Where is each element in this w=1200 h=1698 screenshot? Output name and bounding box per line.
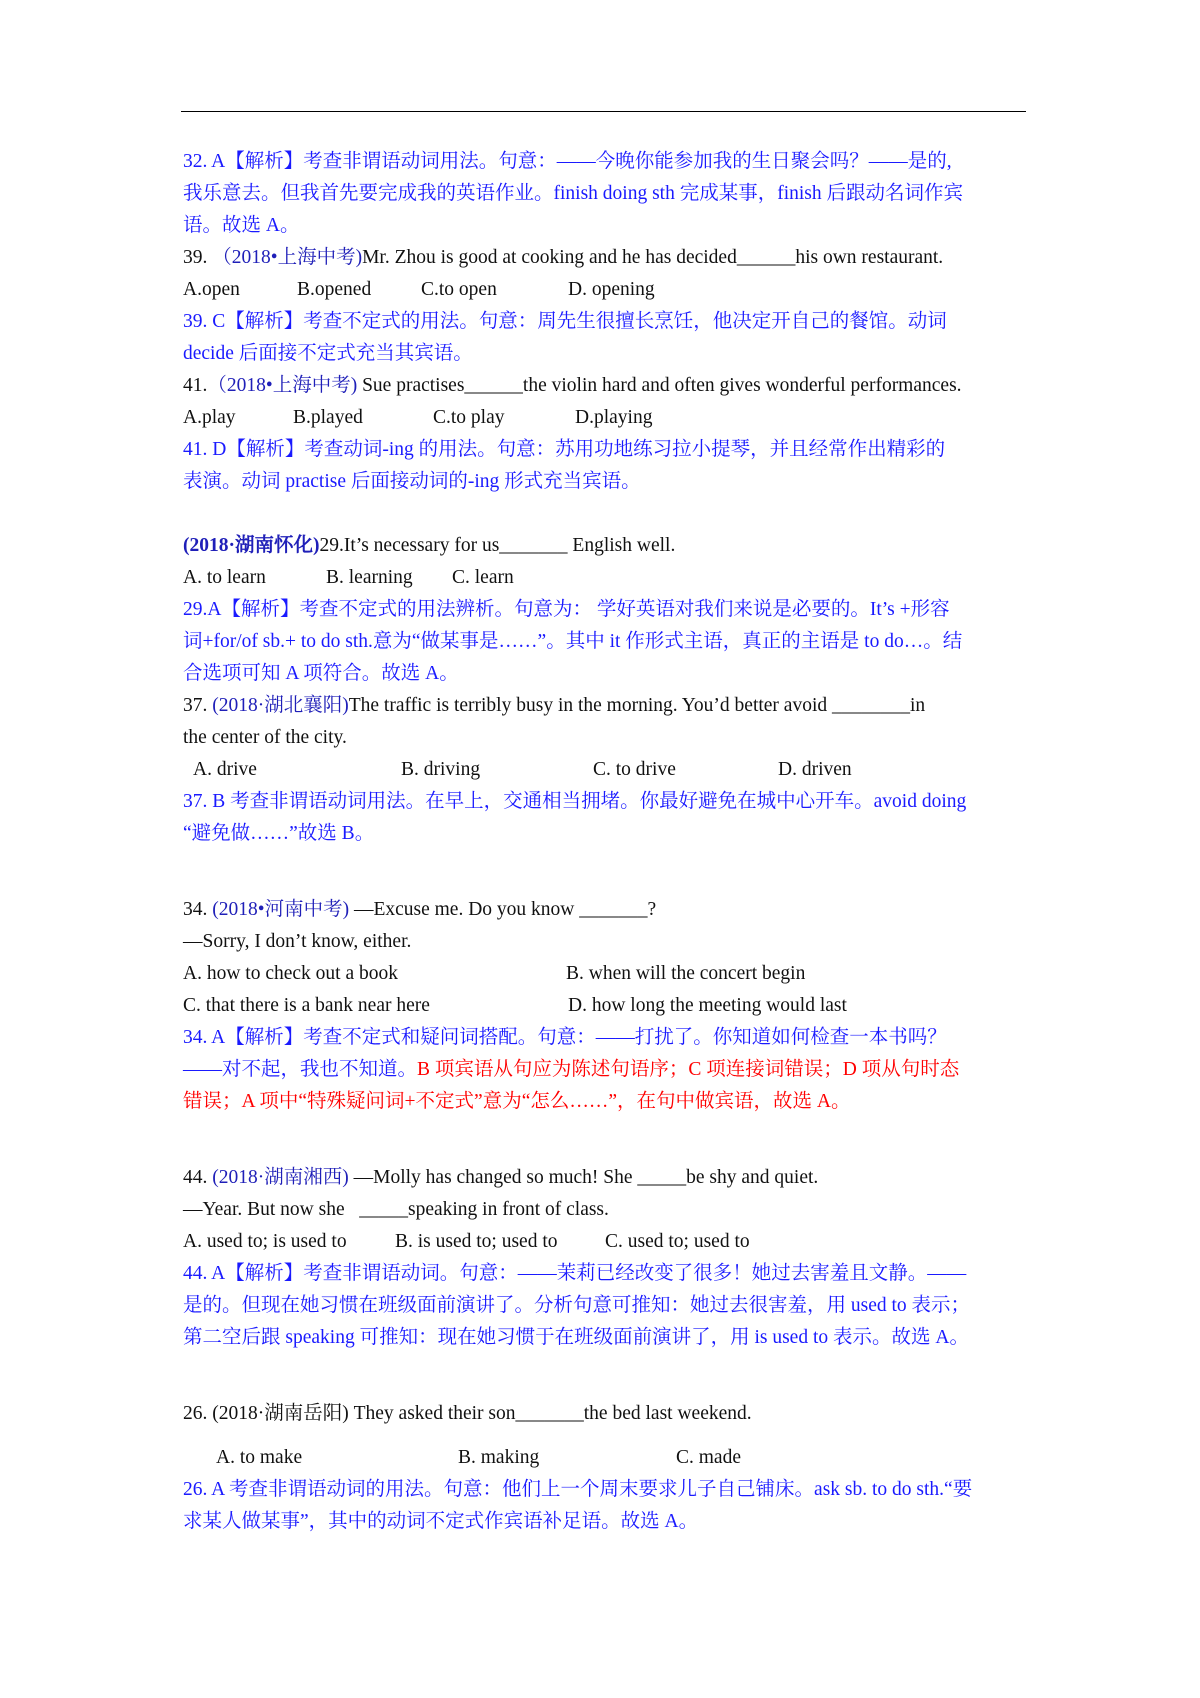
q39-number: 39.	[183, 247, 208, 268]
q34-explanation-red-part: B 项宾语从句应为陈述句语序；C 项连接词错误；D 项从句时态	[417, 1059, 960, 1080]
q39-explanation-line-1: 39. C【解析】考查不定式的用法。句意：周先生很擅长烹饪，他决定开自己的餐馆。动词	[183, 311, 947, 332]
q32-explanation-line-3: 语。故选 A。	[183, 215, 300, 236]
q34-option-d: D. how long the meeting would last	[568, 995, 847, 1016]
q44-option-b: B. is used to; used to	[395, 1231, 558, 1252]
q29-explanation-line-2: 词+for/of sb.+ to do sth.意为“做某事是……”。其中 it 作形式主语，真正的主语是 to do…。结	[183, 631, 963, 652]
q44-explanation-line-1: 44. A【解析】考查非谓语动词。句意：——茉莉已经改变了很多！她过去害羞且文静。——	[183, 1263, 967, 1284]
q41-options	[183, 402, 1028, 434]
header-rule	[181, 111, 1026, 112]
q39-options	[183, 274, 1028, 306]
q34-options-row-2	[183, 990, 1028, 1022]
q29-option-c: C. learn	[452, 567, 514, 588]
q39-stem	[183, 242, 1028, 274]
q44-stem-line-2: —Year. But now she _____speaking in front of class.	[183, 1199, 609, 1220]
q37-stem-text-1: The traffic is terribly busy in the morning. You’d better avoid ________in	[348, 695, 926, 716]
q32-explanation-line-2: 我乐意去。但我首先要完成我的英语作业。finish doing sth 完成某事，finish 后跟动名词作宾	[183, 183, 964, 204]
q37-option-b: B. driving	[401, 759, 481, 780]
q34-explanation-line-3: 错误；A 项中“特殊疑问词+不定式”意为“怎么……”，在句中做宾语，故选 A。	[183, 1091, 851, 1112]
q34-options-row-1	[183, 958, 1028, 990]
q41-option-d: D.playing	[575, 407, 653, 428]
q26-option-c: C. made	[676, 1447, 741, 1468]
q39-explanation-line-2: decide 后面接不定式充当其宾语。	[183, 343, 473, 364]
q41-explanation-line-1: 41. D【解析】考查动词-ing 的用法。句意：苏用功地练习拉小提琴，并且经常作出精彩的	[183, 439, 946, 460]
q37-number: 37.	[183, 695, 213, 716]
spacer	[183, 1118, 1028, 1162]
q44-explanation-line-2: 是的。但现在她习惯在班级面前演讲了。分析句意可推知：她过去很害羞，用 used to 表示；	[183, 1295, 971, 1316]
q37-option-a: A. drive	[193, 759, 257, 780]
q26-explanation-line-2: 求某人做某事”，其中的动词不定式作宾语补足语。故选 A。	[183, 1511, 699, 1532]
q44-option-a: A. used to; is used to	[183, 1231, 347, 1252]
q29-explanation-line-1: 29.A【解析】考查不定式的用法辨析。句意为： 学好英语对我们来说是必要的。It’s +形容	[183, 599, 950, 620]
q39-option-d: D. opening	[568, 279, 655, 300]
q41-number: 41.	[183, 375, 208, 396]
q34-number: 34.	[183, 899, 213, 920]
q29-stem-text: 29.It’s necessary for us_______ English well.	[319, 535, 676, 556]
q26-option-a: A. to make	[216, 1447, 303, 1468]
q29-source: (2018·湖南怀化)	[183, 535, 320, 556]
q34-source: (2018•河南中考)	[212, 899, 350, 920]
q34-stem-line-1	[183, 894, 1028, 926]
q39-option-c: C.to open	[421, 279, 497, 300]
q37-source: (2018·湖北襄阳)	[212, 695, 349, 716]
q29-explanation-line-3: 合选项可知 A 项符合。故选 A。	[183, 663, 459, 684]
q39-option-b: B.opened	[297, 279, 372, 300]
q41-explanation-line-2: 表演。动词 practise 后面接动词的-ing 形式充当宾语。	[183, 471, 641, 492]
q29-option-b: B. learning	[326, 567, 413, 588]
q44-options	[183, 1226, 1028, 1258]
q34-option-c: C. that there is a bank near here	[183, 995, 430, 1016]
q34-stem-text-1: —Excuse me. Do you know _______?	[349, 899, 657, 920]
spacer	[183, 498, 1028, 530]
q44-stem-text-1: —Molly has changed so much! She _____be shy and quiet.	[348, 1167, 819, 1188]
q26-option-b: B. making	[458, 1447, 540, 1468]
q37-explanation-line-1: 37. B 考查非谓语动词用法。在早上，交通相当拥堵。你最好避免在城中心开车。avoid doing	[183, 791, 967, 812]
spacer	[183, 850, 1028, 894]
q44-explanation-line-3: 第二空后跟 speaking 可推知：现在她习惯于在班级面前演讲了，用 is used to 表示。故选 A。	[183, 1327, 969, 1348]
q37-option-c: C. to drive	[593, 759, 676, 780]
q34-stem-line-2: —Sorry, I don’t know, either.	[183, 931, 412, 952]
q29-option-a: A. to learn	[183, 567, 266, 588]
q37-stem-line-2: the center of the city.	[183, 727, 347, 748]
q41-option-a: A.play	[183, 407, 236, 428]
q44-option-c: C. used to; used to	[605, 1231, 750, 1252]
q37-explanation-line-2: “避免做……”故选 B。	[183, 823, 375, 844]
q34-option-a: A. how to check out a book	[183, 963, 398, 984]
document-body	[183, 146, 1028, 1538]
q41-source: （2018•上海中考)	[207, 375, 358, 396]
q29-stem	[183, 530, 1028, 562]
q26-explanation-line-1: 26. A 考查非谓语动词的用法。句意：他们上一个周末要求儿子自己铺床。ask sb. to do sth.“要	[183, 1479, 973, 1500]
q37-stem-line-1	[183, 690, 1028, 722]
q37-options	[183, 754, 1028, 786]
q32-explanation-line-1: 32. A【解析】考查非谓语动词用法。句意：——今晚你能参加我的生日聚会吗？——是的,	[183, 151, 952, 172]
q44-source: (2018·湖南湘西)	[212, 1167, 349, 1188]
q41-option-b: B.played	[293, 407, 363, 428]
q39-stem-text: Mr. Zhou is good at cooking and he has decided______his own restaurant.	[362, 247, 944, 268]
q41-stem-text: Sue practises______the violin hard and often gives wonderful performances.	[357, 375, 962, 396]
q37-option-d: D. driven	[778, 759, 852, 780]
spacer	[183, 1354, 1028, 1398]
q44-stem-line-1	[183, 1162, 1028, 1194]
q26-options	[183, 1442, 1028, 1474]
q34-explanation-blue-part: ——对不起，我也不知道。	[183, 1059, 418, 1080]
q44-number: 44.	[183, 1167, 213, 1188]
q34-explanation-line-1: 34. A【解析】考查不定式和疑问词搭配。句意：——打扰了。你知道如何检查一本书吗？	[183, 1027, 947, 1048]
q39-option-a: A.open	[183, 279, 240, 300]
q41-stem	[183, 370, 1028, 402]
q26-stem: 26. (2018·湖南岳阳) They asked their son_______the bed last weekend.	[183, 1403, 752, 1424]
q39-source: （2018•上海中考)	[212, 247, 363, 268]
spacer	[183, 1430, 1028, 1442]
q34-explanation-line-2	[183, 1054, 1028, 1086]
q41-option-c: C.to play	[433, 407, 505, 428]
q29-options	[183, 562, 1028, 594]
q34-option-b: B. when will the concert begin	[566, 963, 806, 984]
